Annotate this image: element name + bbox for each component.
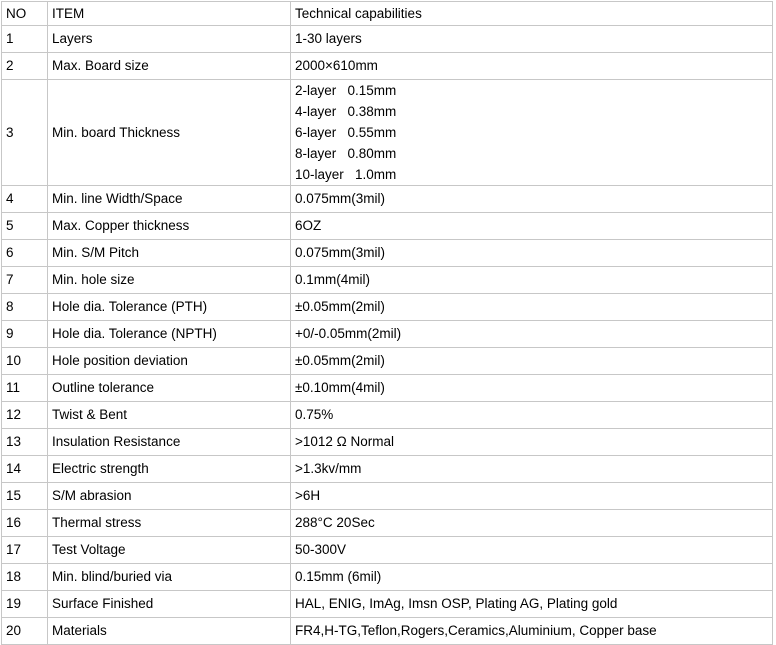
row-number: 19 xyxy=(2,591,48,618)
row-number: 8 xyxy=(2,294,48,321)
row-item: Surface Finished xyxy=(48,591,291,618)
row-value: >6H xyxy=(291,483,773,510)
table-row xyxy=(2,53,773,80)
row-value: ±0.05mm(2mil) xyxy=(291,294,773,321)
row-item: Min. hole size xyxy=(48,267,291,294)
table-row xyxy=(2,240,773,267)
row-item: Max. Board size xyxy=(48,53,291,80)
row-number: 12 xyxy=(2,402,48,429)
table-row xyxy=(2,591,773,618)
row-number: 3 xyxy=(2,80,48,186)
row-value: 0.1mm(4mil) xyxy=(291,267,773,294)
table-row xyxy=(2,402,773,429)
row-item: Layers xyxy=(48,26,291,53)
header-item: ITEM xyxy=(48,2,291,26)
tech-capabilities-table xyxy=(1,1,773,645)
row-item: Hole position deviation xyxy=(48,348,291,375)
table-row xyxy=(2,26,773,53)
row-item: Min. board Thickness xyxy=(48,80,291,186)
table-row xyxy=(2,294,773,321)
row-item: Insulation Resistance xyxy=(48,429,291,456)
header-capability: Technical capabilities xyxy=(291,2,773,26)
table-row xyxy=(2,429,773,456)
row-number: 7 xyxy=(2,267,48,294)
row-number: 11 xyxy=(2,375,48,402)
row-item: Twist & Bent xyxy=(48,402,291,429)
row-value-line: 4-layer 0.38mm xyxy=(295,104,397,119)
row-value: 0.75% xyxy=(291,402,773,429)
row-value: 0.075mm(3mil) xyxy=(291,240,773,267)
row-value: >1.3kv/mm xyxy=(291,456,773,483)
row-value: +0/-0.05mm(2mil) xyxy=(291,321,773,348)
row-number: 9 xyxy=(2,321,48,348)
row-value: >1012 Ω Normal xyxy=(291,429,773,456)
table-body xyxy=(2,2,773,645)
table-row xyxy=(2,267,773,294)
row-item: Materials xyxy=(48,618,291,645)
row-number: 13 xyxy=(2,429,48,456)
row-value: 288°C 20Sec xyxy=(291,510,773,537)
table-row xyxy=(2,564,773,591)
row-item: Min. blind/buried via xyxy=(48,564,291,591)
row-value: ±0.05mm(2mil) xyxy=(291,348,773,375)
row-number: 2 xyxy=(2,53,48,80)
table-row xyxy=(2,186,773,213)
table-row xyxy=(2,213,773,240)
row-value-line: 8-layer 0.80mm xyxy=(295,146,397,161)
row-number: 1 xyxy=(2,26,48,53)
row-item: S/M abrasion xyxy=(48,483,291,510)
header-row xyxy=(2,2,773,26)
table-row xyxy=(2,618,773,645)
table-row xyxy=(2,510,773,537)
row-number: 14 xyxy=(2,456,48,483)
row-item: Thermal stress xyxy=(48,510,291,537)
table-row xyxy=(2,321,773,348)
row-value xyxy=(291,80,773,186)
row-value: HAL, ENIG, ImAg, Imsn OSP, Plating AG, Plating gold xyxy=(291,591,773,618)
row-value: 1-30 layers xyxy=(291,26,773,53)
row-value: 2000×610mm xyxy=(291,53,773,80)
row-number: 6 xyxy=(2,240,48,267)
row-item: Min. line Width/Space xyxy=(48,186,291,213)
table-row xyxy=(2,483,773,510)
table-row xyxy=(2,456,773,483)
row-value-line: 6-layer 0.55mm xyxy=(295,125,397,140)
row-value: 0.075mm(3mil) xyxy=(291,186,773,213)
row-number: 17 xyxy=(2,537,48,564)
row-number: 4 xyxy=(2,186,48,213)
row-value: ±0.10mm(4mil) xyxy=(291,375,773,402)
row-value: 0.15mm (6mil) xyxy=(291,564,773,591)
table-row xyxy=(2,80,773,186)
header-no: NO xyxy=(2,2,48,26)
row-value-line: 2-layer 0.15mm xyxy=(295,83,397,98)
row-item: Min. S/M Pitch xyxy=(48,240,291,267)
row-item: Max. Copper thickness xyxy=(48,213,291,240)
row-number: 5 xyxy=(2,213,48,240)
row-item: Hole dia. Tolerance (PTH) xyxy=(48,294,291,321)
row-item: Outline tolerance xyxy=(48,375,291,402)
row-value: 50-300V xyxy=(291,537,773,564)
row-value: 6OZ xyxy=(291,213,773,240)
row-value-line: 10-layer 1.0mm xyxy=(295,167,397,182)
row-number: 10 xyxy=(2,348,48,375)
row-item: Electric strength xyxy=(48,456,291,483)
row-number: 15 xyxy=(2,483,48,510)
row-value: FR4,H-TG,Teflon,Rogers,Ceramics,Aluminium, Copper base xyxy=(291,618,773,645)
table-row xyxy=(2,348,773,375)
row-number: 18 xyxy=(2,564,48,591)
row-item: Test Voltage xyxy=(48,537,291,564)
row-item: Hole dia. Tolerance (NPTH) xyxy=(48,321,291,348)
row-number: 16 xyxy=(2,510,48,537)
table-row xyxy=(2,375,773,402)
table-row xyxy=(2,537,773,564)
row-number: 20 xyxy=(2,618,48,645)
